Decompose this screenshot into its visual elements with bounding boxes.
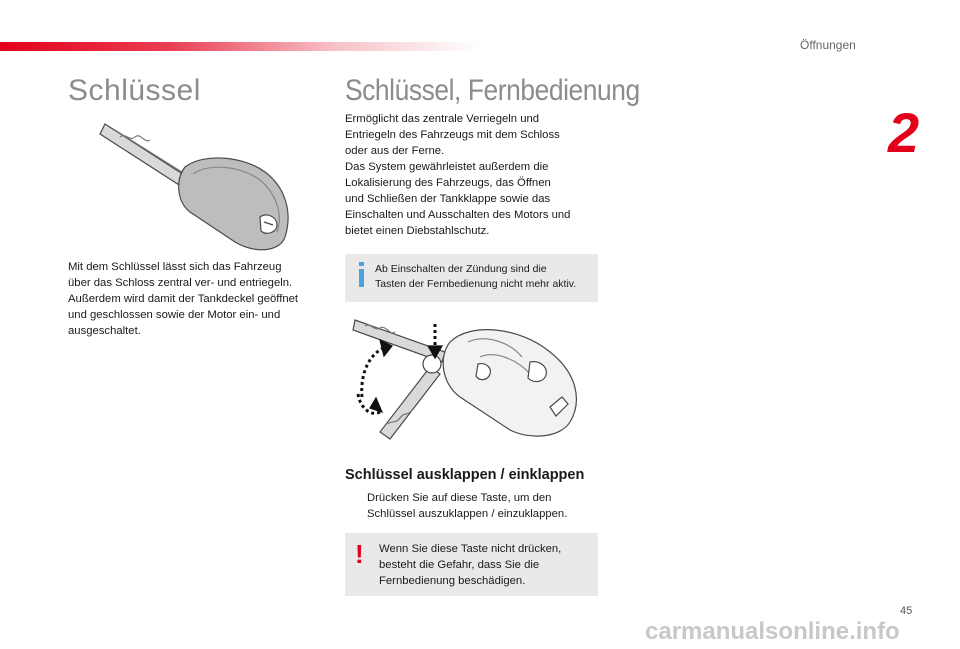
key-title: Schlüssel	[68, 74, 201, 107]
page-number: 45	[900, 605, 913, 617]
key-description: Mit dem Schlüssel lässt sich das Fahrzeug über das Schloss zentral ver- und entriegeln. Außerdem wird damit der Tankdeckel geöffnet und geschlossen sowie der Motor ein- und ausgeschaltet.	[68, 261, 299, 337]
info-icon	[355, 260, 369, 290]
exclamation-icon: !	[355, 539, 364, 569]
remote-key-illustration	[350, 312, 590, 442]
remote-title: Schlüssel, Fernbedienung	[345, 74, 640, 107]
header-accent-bar	[0, 42, 480, 51]
warning-note-text: Wenn Sie diese Taste nicht drücken, besteht die Gefahr, dass Sie die Fernbedienung beschädigen.	[379, 543, 562, 587]
instruction-text: Drücken Sie auf diese Taste, um den Schlüssel auszuklappen / einzuklappen.	[367, 492, 568, 520]
remote-description: Ermöglicht das zentrale Verriegeln und Entriegeln des Fahrzeugs mit dem Schloss oder aus der Ferne. Das System gewährleistet außerdem die Lokalisierung des Fahrzeugs, das Öffnen und Schließen der Tankklappe sowie das Einschalten und Ausschalten des Motors und bietet einen Diebstahlschutz.	[345, 113, 571, 237]
key-illustration	[95, 112, 295, 257]
warning-note-box	[345, 533, 598, 596]
info-note-text: Ab Einschalten der Zündung sind die Tasten der Fernbedienung nicht mehr aktiv.	[375, 263, 577, 290]
section-title: Öffnungen	[800, 38, 856, 52]
watermark-text: carmanualsonline.info	[645, 618, 900, 645]
chapter-number: 2	[888, 101, 920, 164]
info-note-box	[345, 254, 598, 302]
fold-unfold-heading: Schlüssel ausklappen / einklappen	[345, 467, 585, 483]
